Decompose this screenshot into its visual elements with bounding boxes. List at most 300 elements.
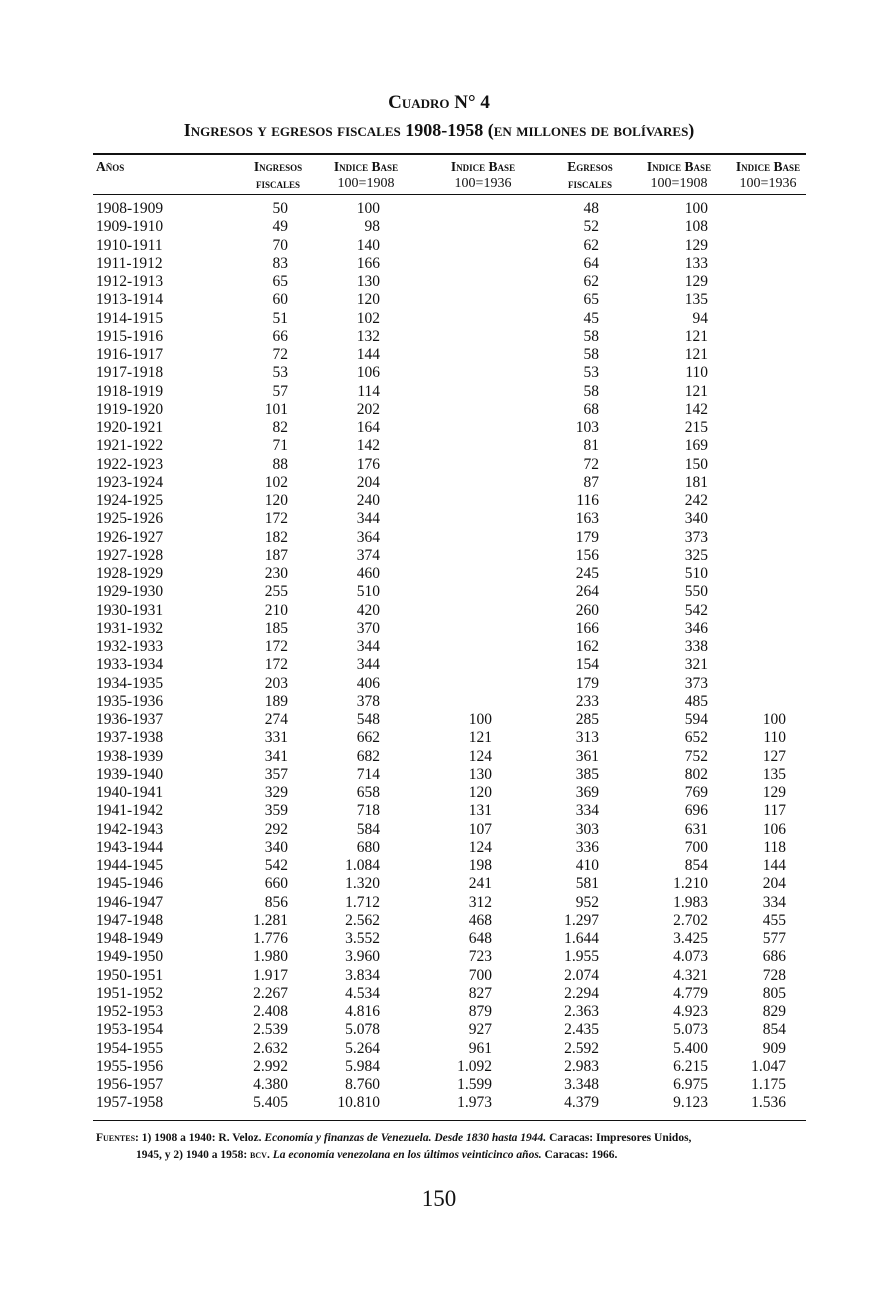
cell-indice-eg-1908: 1.210 xyxy=(673,875,708,893)
cell-ingresos: 60 xyxy=(272,291,288,309)
cell-year: 1909-1910 xyxy=(96,218,164,236)
cell-year: 1941-1942 xyxy=(96,802,164,820)
header-egresos-sub: fiscales xyxy=(567,176,612,191)
cell-year: 1955-1956 xyxy=(96,1057,164,1075)
cell-indice-ing-1908: 714 xyxy=(356,765,380,783)
table-row xyxy=(0,237,878,255)
cell-egresos: 156 xyxy=(575,546,599,564)
cell-indice-ing-1908: 98 xyxy=(364,218,380,236)
cell-indice-eg-1908: 3.425 xyxy=(673,930,708,947)
table-row xyxy=(0,255,878,273)
header-indice-sub: 100=1936 xyxy=(739,176,797,191)
cell-indice-eg-1936: 909 xyxy=(762,1039,786,1057)
cell-egresos: 334 xyxy=(575,802,599,820)
cell-ingresos: 172 xyxy=(264,638,288,655)
cell-indice-eg-1936: 805 xyxy=(762,984,786,1002)
cell-indice-eg-1908: 1.983 xyxy=(673,893,708,911)
cell-ingresos: 189 xyxy=(264,692,288,710)
cell-year: 1943-1944 xyxy=(96,838,164,856)
header-indice-label: Indice Base xyxy=(333,159,399,174)
cell-year: 1944-1945 xyxy=(96,857,164,874)
cell-indice-eg-1908: 550 xyxy=(684,583,708,601)
cell-indice-eg-1908: 110 xyxy=(685,364,708,382)
table-row xyxy=(0,930,878,948)
cell-ingresos: 187 xyxy=(264,546,288,564)
cell-indice-eg-1908: 108 xyxy=(684,218,708,236)
cell-year: 1918-1919 xyxy=(96,382,164,400)
cell-egresos: 2.074 xyxy=(564,966,599,984)
cell-indice-ing-1908: 5.264 xyxy=(345,1039,380,1057)
cell-indice-ing-1936: 198 xyxy=(468,857,492,874)
cell-indice-ing-1936: 1.599 xyxy=(457,1076,492,1093)
cell-indice-ing-1908: 364 xyxy=(356,528,380,546)
header-indice-eg-1908 xyxy=(633,158,725,192)
cell-year: 1951-1952 xyxy=(96,984,164,1002)
cell-egresos: 68 xyxy=(583,400,599,418)
cell-indice-ing-1908: 662 xyxy=(356,729,380,747)
header-indice-label: Indice Base xyxy=(735,159,801,174)
table-row xyxy=(0,967,878,985)
table-row xyxy=(0,857,878,875)
cell-ingresos: 331 xyxy=(264,729,288,747)
cell-egresos: 162 xyxy=(575,638,599,655)
cell-year: 1948-1949 xyxy=(96,930,164,947)
cell-year: 1927-1928 xyxy=(96,546,164,564)
cell-indice-eg-1936: 728 xyxy=(762,966,786,984)
header-indice-label: Indice Base xyxy=(450,159,516,174)
sources-org: bcv xyxy=(250,1149,267,1161)
cell-indice-eg-1908: 4.321 xyxy=(673,966,708,984)
cell-ingresos: 101 xyxy=(264,400,288,418)
cell-egresos: 103 xyxy=(575,419,599,436)
cell-egresos: 285 xyxy=(575,711,599,728)
table-row xyxy=(0,912,878,930)
cell-indice-ing-1908: 584 xyxy=(356,820,380,838)
cell-indice-ing-1908: 5.078 xyxy=(345,1021,380,1039)
cell-ingresos: 210 xyxy=(264,601,288,619)
cell-egresos: 72 xyxy=(583,455,599,473)
cell-ingresos: 120 xyxy=(264,492,288,509)
cell-indice-eg-1936: 117 xyxy=(763,802,786,820)
cell-indice-ing-1908: 202 xyxy=(356,400,380,418)
cell-ingresos: 1.980 xyxy=(253,948,288,966)
cell-ingresos: 542 xyxy=(264,857,288,874)
cell-indice-ing-1908: 204 xyxy=(356,473,380,491)
cell-indice-ing-1908: 102 xyxy=(356,309,380,327)
cell-egresos: 64 xyxy=(583,254,599,272)
table-row xyxy=(0,1058,878,1076)
cell-egresos: 3.348 xyxy=(564,1076,599,1093)
cell-year: 1919-1920 xyxy=(96,400,164,418)
cell-indice-ing-1908: 140 xyxy=(356,236,380,254)
table-row xyxy=(0,766,878,784)
cell-indice-eg-1908: 242 xyxy=(684,492,708,509)
cell-indice-eg-1936: 118 xyxy=(763,838,786,856)
table-row xyxy=(0,456,878,474)
cell-ingresos: 329 xyxy=(264,784,288,801)
header-indice-sub: 100=1908 xyxy=(650,176,708,191)
header-egresos-label: Egresos xyxy=(567,159,613,174)
sources-text: 1945, y 2) 1940 a 1958: xyxy=(136,1149,251,1161)
table-row xyxy=(0,802,878,820)
cell-indice-eg-1936: 100 xyxy=(762,711,786,728)
header-indice-eg-1936 xyxy=(725,158,811,192)
table-body xyxy=(0,200,878,1113)
cell-indice-ing-1908: 510 xyxy=(356,583,380,601)
cell-indice-eg-1908: 510 xyxy=(684,565,708,582)
cell-year: 1920-1921 xyxy=(96,419,164,436)
cell-indice-ing-1908: 10.810 xyxy=(337,1094,380,1112)
cell-indice-ing-1908: 166 xyxy=(356,254,380,272)
cell-year: 1954-1955 xyxy=(96,1039,164,1057)
cell-year: 1926-1927 xyxy=(96,528,164,546)
cell-indice-ing-1908: 1.320 xyxy=(345,875,380,893)
cell-egresos: 303 xyxy=(575,820,599,838)
cell-indice-ing-1908: 132 xyxy=(356,327,380,345)
cell-indice-ing-1908: 460 xyxy=(356,565,380,582)
cell-indice-eg-1908: 142 xyxy=(684,400,708,418)
header-egresos xyxy=(550,158,630,192)
cell-year: 1936-1937 xyxy=(96,711,164,728)
cell-indice-eg-1908: 129 xyxy=(684,273,708,290)
cell-indice-ing-1936: 648 xyxy=(468,930,492,947)
table-row xyxy=(0,1076,878,1094)
cell-indice-ing-1908: 3.834 xyxy=(345,966,380,984)
cell-year: 1945-1946 xyxy=(96,875,164,893)
cell-indice-ing-1908: 420 xyxy=(356,601,380,619)
cell-indice-ing-1908: 240 xyxy=(356,492,380,509)
cell-indice-ing-1936: 961 xyxy=(468,1039,492,1057)
table-header-rule xyxy=(93,194,806,195)
table-row xyxy=(0,364,878,382)
cell-egresos: 62 xyxy=(583,273,599,290)
cell-year: 1949-1950 xyxy=(96,948,164,966)
cell-ingresos: 203 xyxy=(264,674,288,692)
table-row xyxy=(0,310,878,328)
cell-ingresos: 255 xyxy=(264,583,288,601)
cell-egresos: 336 xyxy=(575,838,599,856)
cell-indice-eg-1908: 121 xyxy=(684,327,708,345)
cell-year: 1925-1926 xyxy=(96,510,164,528)
cell-ingresos: 359 xyxy=(264,802,288,820)
cell-indice-ing-1908: 344 xyxy=(356,638,380,655)
cell-ingresos: 82 xyxy=(272,419,288,436)
cell-indice-eg-1908: 325 xyxy=(684,546,708,564)
cell-indice-ing-1908: 344 xyxy=(356,656,380,674)
table-row xyxy=(0,1021,878,1039)
cell-egresos: 385 xyxy=(575,765,599,783)
cell-year: 1937-1938 xyxy=(96,729,164,747)
cell-indice-ing-1908: 3.552 xyxy=(345,930,380,947)
cell-indice-ing-1908: 406 xyxy=(356,674,380,692)
cell-year: 1928-1929 xyxy=(96,565,164,582)
cell-ingresos: 4.380 xyxy=(253,1076,288,1093)
cell-ingresos: 2.539 xyxy=(253,1021,288,1039)
header-indice-ing-1908 xyxy=(318,158,414,192)
table-row xyxy=(0,218,878,236)
cell-indice-eg-1908: 373 xyxy=(684,674,708,692)
sources-text: 1) 1908 a 1940: R. Veloz. xyxy=(138,1132,265,1144)
cell-ingresos: 1.917 xyxy=(253,966,288,984)
cell-indice-eg-1908: 4.779 xyxy=(673,984,708,1002)
cell-year: 1940-1941 xyxy=(96,784,164,801)
cell-year: 1930-1931 xyxy=(96,601,164,619)
cell-ingresos: 182 xyxy=(264,528,288,546)
cell-egresos: 264 xyxy=(575,583,599,601)
cell-egresos: 2.435 xyxy=(564,1021,599,1039)
cell-egresos: 2.983 xyxy=(564,1057,599,1075)
cell-indice-eg-1936: 1.047 xyxy=(751,1057,786,1075)
cell-indice-ing-1936: 100 xyxy=(468,711,492,728)
cell-year: 1934-1935 xyxy=(96,674,164,692)
table-caption: Cuadro N° 4 xyxy=(388,92,490,113)
cell-ingresos: 230 xyxy=(264,565,288,582)
cell-indice-eg-1936: 204 xyxy=(762,875,786,893)
cell-egresos: 58 xyxy=(583,346,599,363)
cell-ingresos: 71 xyxy=(272,437,288,455)
cell-egresos: 179 xyxy=(575,528,599,546)
cell-indice-eg-1936: 577 xyxy=(762,930,786,947)
cell-ingresos: 2.992 xyxy=(253,1057,288,1075)
cell-year: 1957-1958 xyxy=(96,1094,164,1112)
cell-indice-eg-1908: 129 xyxy=(684,236,708,254)
cell-ingresos: 65 xyxy=(272,273,288,290)
cell-indice-eg-1908: 5.400 xyxy=(673,1039,708,1057)
cell-egresos: 53 xyxy=(583,364,599,382)
cell-year: 1915-1916 xyxy=(96,327,164,345)
cell-ingresos: 660 xyxy=(264,875,288,893)
cell-egresos: 62 xyxy=(583,236,599,254)
cell-year: 1923-1924 xyxy=(96,473,164,491)
cell-year: 1912-1913 xyxy=(96,273,164,290)
cell-year: 1938-1939 xyxy=(96,747,164,765)
table-row xyxy=(0,894,878,912)
table-row xyxy=(0,711,878,729)
cell-indice-eg-1908: 169 xyxy=(684,437,708,455)
cell-indice-ing-1908: 370 xyxy=(356,619,380,637)
cell-egresos: 87 xyxy=(583,473,599,491)
cell-indice-ing-1908: 1.084 xyxy=(345,857,380,874)
table-row xyxy=(0,346,878,364)
cell-egresos: 581 xyxy=(575,875,599,893)
cell-indice-ing-1936: 723 xyxy=(468,948,492,966)
sources-text: Caracas: Impresores Unidos, xyxy=(546,1132,692,1144)
header-indice-ing-1936 xyxy=(428,158,538,192)
cell-indice-eg-1908: 700 xyxy=(684,838,708,856)
table-row xyxy=(0,839,878,857)
table-row xyxy=(0,529,878,547)
cell-egresos: 410 xyxy=(575,857,599,874)
cell-indice-ing-1936: 121 xyxy=(468,729,492,747)
cell-indice-ing-1936: 1.973 xyxy=(457,1094,492,1112)
cell-indice-ing-1908: 114 xyxy=(357,382,380,400)
cell-year: 1910-1911 xyxy=(96,236,163,254)
cell-indice-ing-1936: 312 xyxy=(468,893,492,911)
cell-indice-ing-1908: 680 xyxy=(356,838,380,856)
cell-indice-ing-1908: 4.816 xyxy=(345,1003,380,1020)
table-row xyxy=(0,602,878,620)
cell-egresos: 952 xyxy=(575,893,599,911)
cell-indice-eg-1936: 455 xyxy=(762,911,786,929)
cell-egresos: 4.379 xyxy=(564,1094,599,1112)
sources-text: . xyxy=(266,1149,273,1161)
sources-label: Fuentes: xyxy=(96,1132,139,1144)
cell-ingresos: 340 xyxy=(264,838,288,856)
cell-indice-ing-1936: 879 xyxy=(468,1003,492,1020)
cell-indice-ing-1908: 1.712 xyxy=(345,893,380,911)
cell-indice-eg-1936: 144 xyxy=(762,857,786,874)
cell-egresos: 154 xyxy=(575,656,599,674)
cell-year: 1932-1933 xyxy=(96,638,164,655)
table-row xyxy=(0,474,878,492)
cell-egresos: 48 xyxy=(583,200,599,217)
cell-year: 1933-1934 xyxy=(96,656,164,674)
cell-ingresos: 53 xyxy=(272,364,288,382)
cell-indice-eg-1908: 181 xyxy=(684,473,708,491)
cell-indice-eg-1908: 6.975 xyxy=(673,1076,708,1093)
cell-year: 1924-1925 xyxy=(96,492,164,509)
cell-indice-ing-1936: 827 xyxy=(468,984,492,1002)
cell-indice-ing-1908: 5.984 xyxy=(345,1057,380,1075)
cell-indice-eg-1908: 100 xyxy=(684,200,708,217)
cell-indice-eg-1908: 854 xyxy=(684,857,708,874)
sources-note xyxy=(96,1130,808,1164)
cell-ingresos: 49 xyxy=(272,218,288,236)
cell-ingresos: 72 xyxy=(272,346,288,363)
cell-indice-eg-1908: 4.073 xyxy=(673,948,708,966)
cell-indice-ing-1936: 700 xyxy=(468,966,492,984)
cell-indice-ing-1908: 658 xyxy=(356,784,380,801)
cell-indice-eg-1908: 338 xyxy=(684,638,708,655)
table-row xyxy=(0,383,878,401)
table-row xyxy=(0,620,878,638)
cell-indice-ing-1936: 131 xyxy=(468,802,492,820)
table-row xyxy=(0,748,878,766)
cell-year: 1911-1912 xyxy=(96,254,163,272)
cell-egresos: 2.592 xyxy=(564,1039,599,1057)
table-row xyxy=(0,693,878,711)
cell-indice-eg-1936: 135 xyxy=(762,765,786,783)
table-row xyxy=(0,638,878,656)
cell-indice-eg-1936: 1.536 xyxy=(751,1094,786,1112)
sources-book-title: La economía venezolana en los últimos veinticinco años. xyxy=(272,1149,542,1161)
header-indice-sub: 100=1936 xyxy=(454,176,512,191)
table-bottom-rule xyxy=(93,1120,806,1121)
cell-egresos: 369 xyxy=(575,784,599,801)
table-subtitle: Ingresos y egresos fiscales 1908-1958 (en millones de bolívares) xyxy=(183,120,695,140)
table-row xyxy=(0,821,878,839)
cell-indice-eg-1908: 340 xyxy=(684,510,708,528)
cell-egresos: 1.297 xyxy=(564,911,599,929)
cell-year: 1929-1930 xyxy=(96,583,164,601)
cell-ingresos: 70 xyxy=(272,236,288,254)
cell-indice-eg-1908: 121 xyxy=(684,346,708,363)
header-years-label: Años xyxy=(96,159,125,174)
table-row xyxy=(0,291,878,309)
cell-egresos: 52 xyxy=(583,218,599,236)
cell-indice-eg-1936: 1.175 xyxy=(751,1076,786,1093)
cell-indice-ing-1908: 8.760 xyxy=(345,1076,380,1093)
cell-indice-ing-1908: 3.960 xyxy=(345,948,380,966)
cell-egresos: 1.644 xyxy=(564,930,599,947)
cell-indice-ing-1908: 142 xyxy=(356,437,380,455)
cell-ingresos: 341 xyxy=(264,747,288,765)
cell-indice-ing-1908: 164 xyxy=(356,419,380,436)
cell-egresos: 245 xyxy=(575,565,599,582)
cell-indice-eg-1936: 334 xyxy=(762,893,786,911)
header-ingresos-label: Ingresos xyxy=(253,159,303,174)
table-row xyxy=(0,565,878,583)
cell-indice-eg-1908: 94 xyxy=(692,309,708,327)
cell-egresos: 260 xyxy=(575,601,599,619)
cell-indice-eg-1908: 594 xyxy=(684,711,708,728)
table-row xyxy=(0,419,878,437)
cell-indice-ing-1908: 682 xyxy=(356,747,380,765)
cell-indice-eg-1908: 752 xyxy=(684,747,708,765)
cell-ingresos: 2.632 xyxy=(253,1039,288,1057)
cell-ingresos: 172 xyxy=(264,656,288,674)
cell-egresos: 1.955 xyxy=(564,948,599,966)
cell-indice-eg-1908: 6.215 xyxy=(673,1057,708,1075)
cell-ingresos: 1.281 xyxy=(253,911,288,929)
table-row xyxy=(0,675,878,693)
cell-ingresos: 856 xyxy=(264,893,288,911)
cell-indice-ing-1908: 374 xyxy=(356,546,380,564)
cell-indice-ing-1936: 1.092 xyxy=(457,1057,492,1075)
cell-indice-eg-1936: 110 xyxy=(763,729,786,747)
cell-indice-ing-1908: 718 xyxy=(356,802,380,820)
header-ingresos-sub: fiscales xyxy=(255,176,300,191)
table-row xyxy=(0,729,878,747)
table-row xyxy=(0,401,878,419)
cell-ingresos: 51 xyxy=(272,309,288,327)
table-top-rule xyxy=(93,153,806,155)
cell-indice-eg-1936: 829 xyxy=(762,1003,786,1020)
cell-indice-eg-1936: 106 xyxy=(762,820,786,838)
cell-ingresos: 274 xyxy=(264,711,288,728)
cell-indice-eg-1908: 485 xyxy=(684,692,708,710)
sources-text: Caracas: 1966. xyxy=(541,1149,618,1161)
cell-indice-eg-1908: 321 xyxy=(684,656,708,674)
cell-indice-ing-1908: 548 xyxy=(356,711,380,728)
cell-indice-ing-1936: 124 xyxy=(468,747,492,765)
cell-indice-eg-1908: 4.923 xyxy=(673,1003,708,1020)
cell-ingresos: 88 xyxy=(272,455,288,473)
cell-egresos: 45 xyxy=(583,309,599,327)
cell-indice-eg-1908: 2.702 xyxy=(673,911,708,929)
cell-indice-ing-1936: 927 xyxy=(468,1021,492,1039)
table-row xyxy=(0,547,878,565)
cell-year: 1952-1953 xyxy=(96,1003,164,1020)
cell-indice-ing-1908: 130 xyxy=(356,273,380,290)
cell-egresos: 2.294 xyxy=(564,984,599,1002)
cell-indice-eg-1908: 135 xyxy=(684,291,708,309)
cell-ingresos: 1.776 xyxy=(253,930,288,947)
table-row xyxy=(0,273,878,291)
cell-indice-ing-1936: 241 xyxy=(468,875,492,893)
cell-indice-ing-1908: 120 xyxy=(356,291,380,309)
cell-ingresos: 2.267 xyxy=(253,984,288,1002)
cell-egresos: 116 xyxy=(576,492,599,509)
cell-ingresos: 50 xyxy=(272,200,288,217)
cell-ingresos: 292 xyxy=(264,820,288,838)
cell-ingresos: 172 xyxy=(264,510,288,528)
cell-indice-eg-1936: 854 xyxy=(762,1021,786,1039)
cell-indice-eg-1908: 652 xyxy=(684,729,708,747)
header-ingresos xyxy=(238,158,318,192)
cell-ingresos: 83 xyxy=(272,254,288,272)
table-row xyxy=(0,328,878,346)
